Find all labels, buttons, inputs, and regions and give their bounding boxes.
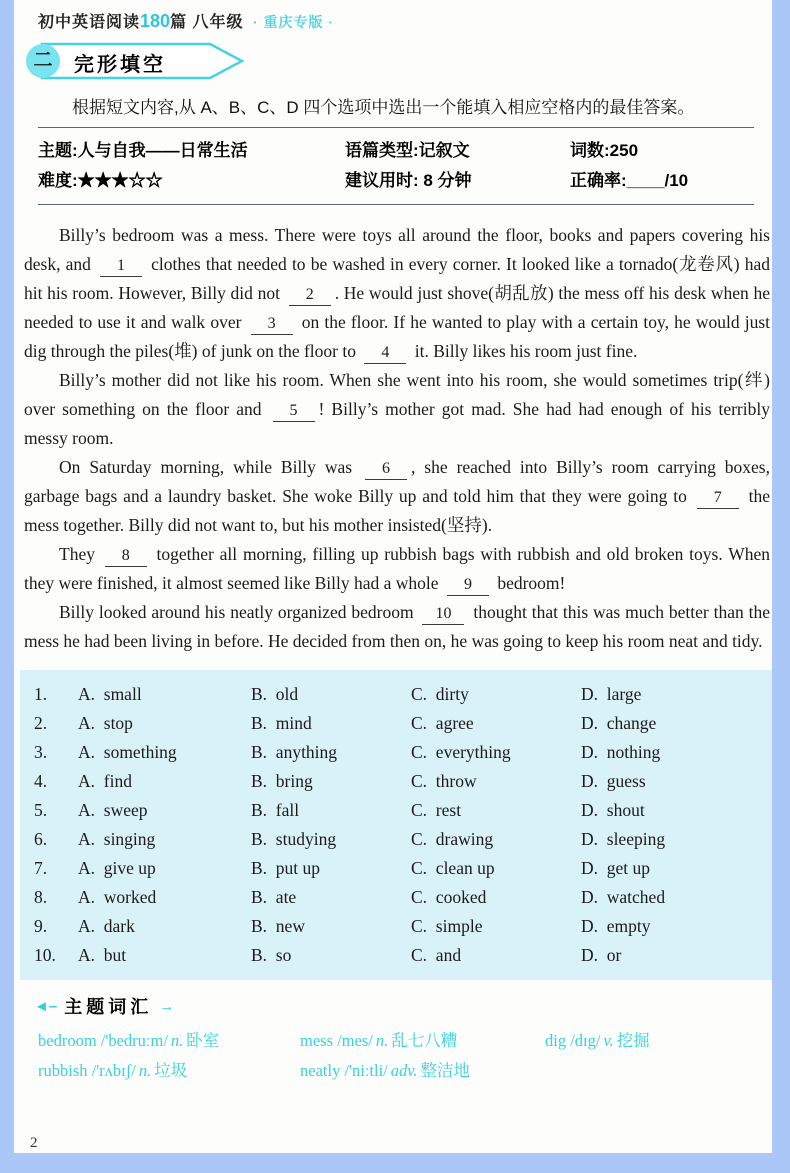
question-row-6	[34, 825, 768, 854]
cloze-blank-1: 1	[100, 256, 142, 277]
vocab-word: neatly	[300, 1061, 345, 1080]
option-2-D: D. change	[581, 713, 657, 733]
cloze-blank-8: 8	[105, 546, 147, 567]
vocab-meaning: 垃圾	[154, 1061, 188, 1080]
vocab-meaning: 卧室	[186, 1031, 220, 1050]
vocab-item-bedroom	[38, 1026, 300, 1056]
option-1-C: C. dirty	[411, 684, 469, 704]
vocab-phonetic: /'bedruːm/	[100, 1031, 168, 1050]
vocab-word: mess	[300, 1031, 338, 1050]
cloze-blank-3: 3	[251, 314, 293, 335]
cloze-blank-7: 7	[697, 488, 739, 509]
vocab-item-dig	[545, 1026, 770, 1056]
vocab-meaning: 挖掘	[616, 1031, 650, 1050]
option-7-B: B. put up	[251, 858, 321, 878]
question-row-8	[34, 883, 768, 912]
question-row-3	[34, 738, 768, 767]
option-7-A: A. give up	[78, 858, 156, 878]
passage-paragraph: Billy’s mother did not like his room. When she went into his room, she would sometimes trip(绊) over something on the floor and 5 ! Billy’s mother got mad. She had had enough of his terribly messy room.	[24, 370, 770, 448]
question-row-5	[34, 796, 768, 825]
option-6-D: D. sleeping	[581, 829, 666, 849]
question-number: 3.	[34, 742, 48, 762]
question-row-10	[34, 941, 768, 970]
option-5-C: C. rest	[411, 800, 462, 820]
vocab-heading-label: 主题词汇	[64, 997, 153, 1017]
option-8-D: D. watched	[581, 887, 666, 907]
option-9-C: C. simple	[411, 916, 483, 936]
meta-row	[38, 166, 754, 196]
vocab-item-mess	[300, 1026, 545, 1056]
option-3-B: B. anything	[251, 742, 338, 762]
option-8-C: C. cooked	[411, 887, 487, 907]
passage-meta-table	[38, 127, 754, 205]
meta-cell-1-2: 正确率:____/10	[570, 171, 689, 190]
question-number: 4.	[34, 771, 48, 791]
question-row-9	[34, 912, 768, 941]
option-8-A: A. worked	[78, 887, 157, 907]
question-number: 2.	[34, 713, 48, 733]
cloze-blank-6: 6	[365, 459, 407, 480]
section-index-circle: 二	[26, 44, 60, 78]
option-6-C: C. drawing	[411, 829, 494, 849]
meta-cell-1-0: 难度:★★★☆☆	[38, 171, 163, 190]
option-2-C: C. agree	[411, 713, 474, 733]
cloze-passage	[24, 221, 770, 656]
option-5-B: B. fall	[251, 800, 300, 820]
option-9-A: A. dark	[78, 916, 135, 936]
section-title: 完形填空	[74, 54, 166, 76]
choices-panel	[20, 670, 774, 980]
option-4-D: D. guess	[581, 771, 646, 791]
vocab-pos: n.	[375, 1031, 389, 1050]
question-row-1	[34, 680, 768, 709]
page-number: 2	[30, 1135, 38, 1151]
option-5-A: A. sweep	[78, 800, 148, 820]
vocab-phonetic: /dɪg/	[570, 1031, 601, 1050]
vocab-pos: n.	[170, 1031, 184, 1050]
vocab-item-rubbish	[38, 1056, 300, 1086]
option-8-B: B. ate	[251, 887, 297, 907]
option-1-D: D. large	[581, 684, 642, 704]
vocab-list	[38, 1026, 770, 1086]
question-number: 8.	[34, 887, 48, 907]
vocab-word: bedroom	[38, 1031, 101, 1050]
option-5-D: D. shout	[581, 800, 645, 820]
question-number: 6.	[34, 829, 48, 849]
option-6-B: B. studying	[251, 829, 337, 849]
option-2-B: B. mind	[251, 713, 312, 733]
cloze-blank-10: 10	[422, 604, 464, 625]
running-head-edition: · 重庆专版 ·	[252, 14, 335, 30]
option-10-C: C. and	[411, 945, 462, 965]
option-6-A: A. singing	[78, 829, 156, 849]
option-1-B: B. old	[251, 684, 299, 704]
option-3-C: C. everything	[411, 742, 511, 762]
cloze-blank-5: 5	[273, 401, 315, 422]
running-head-series: 初中英语阅读	[38, 14, 141, 31]
option-1-A: A. small	[78, 684, 142, 704]
running-head-suffix: 篇 八年级	[170, 14, 244, 31]
cloze-blank-2: 2	[289, 285, 331, 306]
vocab-heading-left-arrow-icon: ◄–	[34, 997, 58, 1015]
vocab-heading	[34, 994, 770, 1018]
option-7-D: D. get up	[581, 858, 651, 878]
cloze-blank-4: 4	[364, 343, 406, 364]
question-number: 5.	[34, 800, 48, 820]
question-row-4	[34, 767, 768, 796]
section-badge	[24, 41, 770, 81]
option-9-D: D. empty	[581, 916, 651, 936]
option-10-B: B. so	[251, 945, 292, 965]
option-10-D: D. or	[581, 945, 622, 965]
exercise-instruction: 根据短文内容,从 A、B、C、D 四个选项中选出一个能填入相应空格内的最佳答案。	[72, 98, 695, 117]
question-number: 1.	[34, 684, 48, 704]
vocab-pos: adv.	[390, 1061, 418, 1080]
meta-cell-0-1: 语篇类型:记叙文	[345, 141, 470, 160]
question-row-7	[34, 854, 768, 883]
vocab-phonetic: /'niːtli/	[344, 1061, 388, 1080]
question-number: 9.	[34, 916, 48, 936]
option-2-A: A. stop	[78, 713, 133, 733]
running-head	[24, 9, 770, 31]
question-number: 10.	[34, 945, 56, 965]
passage-paragraph: Billy looked around his neatly organized bedroom 10 thought that this was much better than the mess he had been living in before. He decided from then on, he was going to keep his room neat and tidy.	[24, 602, 770, 651]
vocab-heading-right-arrow-icon: →	[159, 997, 175, 1015]
meta-cell-1-1: 建议用时: 8 分钟	[345, 171, 472, 190]
meta-cell-0-0: 主题:人与自我——日常生活	[38, 141, 248, 160]
vocab-word: rubbish	[38, 1061, 92, 1080]
passage-paragraph: They 8 together all morning, filling up rubbish bags with rubbish and old broken toys. When they were finished, it almost seemed like Billy had a whole 9 bedroom!	[24, 540, 770, 598]
vocab-phonetic: /'rʌbɪʃ/	[91, 1061, 136, 1080]
option-4-A: A. find	[78, 771, 132, 791]
vocab-meaning: 整洁地	[420, 1061, 470, 1080]
option-3-D: D. nothing	[581, 742, 661, 762]
cloze-blank-9: 9	[447, 575, 489, 596]
vocab-word: dig	[545, 1031, 571, 1050]
option-4-B: B. bring	[251, 771, 313, 791]
question-row-2	[34, 709, 768, 738]
meta-cell-0-2: 词数:250	[570, 141, 639, 160]
meta-row	[38, 136, 754, 166]
vocab-pos: n.	[138, 1061, 152, 1080]
running-head-count: 180	[140, 11, 171, 31]
option-9-B: B. new	[251, 916, 305, 936]
vocab-meaning: 乱七八糟	[391, 1031, 458, 1050]
option-3-A: A. something	[78, 742, 177, 762]
option-10-A: A. but	[78, 945, 127, 965]
vocab-item-neatly	[300, 1056, 545, 1086]
passage-paragraph: On Saturday morning, while Billy was 6 , she reached into Billy’s room carrying boxes, garbage bags and a laundry basket. She woke Billy up and told him that they were going to 7 the mess together. Billy did not want to, but his mother insisted(坚持).	[24, 457, 770, 535]
option-7-C: C. clean up	[411, 858, 495, 878]
vocab-phonetic: /mes/	[337, 1031, 373, 1050]
passage-paragraph: Billy’s bedroom was a mess. There were toys all around the floor, books and papers covering his desk, and 1 clothes that needed to be washed in every corner. It looked like a tornado(龙卷风) had hit his room. However, Billy did not 2 . He would just shove(胡乱放) the mess off his desk when he needed to use it and walk over 3 on the floor. If he wanted to play with a certain toy, he would just dig through the piles(堆) of junk on the floor to 4 it. Billy likes his room just fine.	[24, 221, 770, 366]
option-4-C: C. throw	[411, 771, 477, 791]
question-number: 7.	[34, 858, 48, 878]
vocab-pos: v.	[603, 1031, 614, 1050]
